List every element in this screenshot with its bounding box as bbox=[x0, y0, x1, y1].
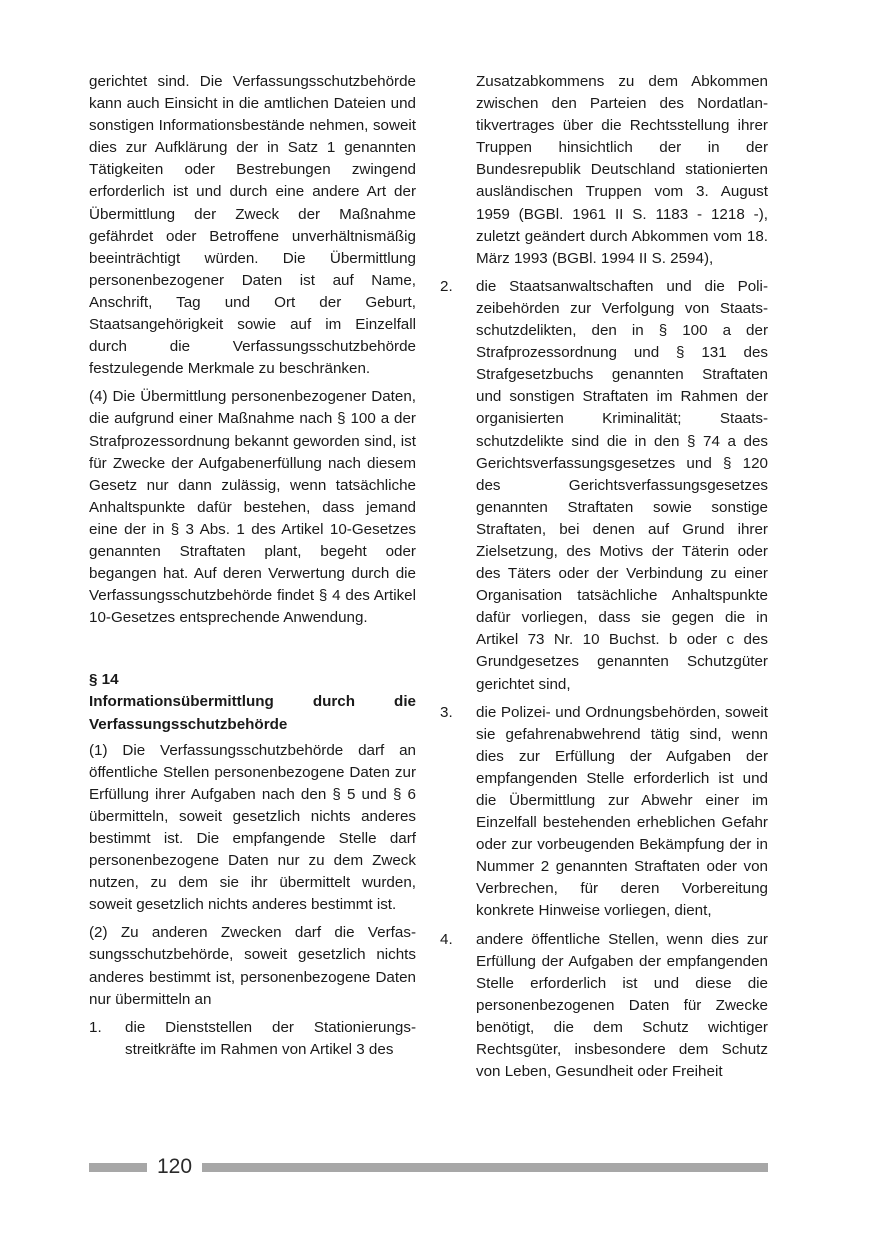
paragraph-continuation: gerichtet sind. Die Verfassungsschutzbehörde kann auch Einsicht in die amtlichen Dateien und sonstigen Informationsbestände nehmen, soweit dies zur Aufklärung der in Satz 1 genannten Tätigkeiten oder Bestrebungen zwingend erforderlich ist und durch eine andere Art der Übermittlung der Zweck der Maßnahme gefährdet oder Betroffene unverhältnismäßig beeinträchtigt würden. Die Übermittlung personenbezogener Daten ist auf Name, Anschrift, Tag und Ort der Geburt, Staatsangehörigkeit sowie auf im Einzelfall durch die Verfassungsschutzbehörde festzulegende Merkmale zu beschränken. bbox=[89, 73, 416, 378]
page-number: 120 bbox=[157, 1155, 193, 1178]
left-column bbox=[89, 71, 416, 1067]
footer-rule-right bbox=[202, 1163, 768, 1172]
list-item bbox=[89, 1017, 416, 1061]
list-item bbox=[440, 702, 768, 923]
list-item-text: die Dienststellen der Stationierungsstreitkräfte im Rahmen von Artikel 3 des bbox=[125, 1018, 416, 1058]
list-item-text: andere öffentliche Stellen, wenn dies zur Erfüllung der Aufgaben der empfangenden Stelle erforderlich ist und diese die personenbezogenen Daten für Zwecke benötigt, die dem Schutz wichtiger Rechtsgüter, insbesondere dem Schutz von Leben, Gesundheit oder Freiheit bbox=[476, 930, 768, 1081]
list-item-continuation bbox=[440, 71, 768, 270]
list-item-text: die Staatsanwaltschaften und die Polizeibehörden zur Verfolgung von Staatsschutzdelikten, den in § 100 a der Strafprozessordnung und § 131 des Strafgesetzbuchs genannten Straftaten und sonstigen Straftaten im Rahmen der organisierten Kriminalität; Staatsschutzdelikte sind die in den § 74 a des Gerichtsverfassungsgesetzes und § 120 des Gerichtsverfassungsgesetzes genannten Straftaten sowie sonstige Straftaten, bei denen auf Grund ihrer Zielsetzung, des Motivs der Täterin oder des Täters oder der Verbindung zu einer Organisation tatsächliche Anhaltspunkte dafür vorliegen, dass sie gegen die in Artikel 73 Nr. 10 Buchst. b oder c des Grundgesetzes genannten Schutzgüter gerichtet sind, bbox=[476, 277, 768, 693]
list-item-number: 2. bbox=[440, 277, 453, 295]
list-item bbox=[440, 276, 768, 696]
list-item-text: Zusatzabkommens zu dem Abkommen zwischen den Parteien des Nordatlantikvertrages über die Rechtsstellung ihrer Truppen hinsichtlich der in der Bundesrepublik Deutschland stationierten ausländischen Truppen vom 3. August 1959 (BGBl. 1961 II S. 1183 - 1218 -), zuletzt geändert durch Abkommen vom 18. März 1993 (BGBl. 1994 II S. 2594), bbox=[476, 73, 768, 267]
page-footer bbox=[89, 1154, 768, 1180]
right-column bbox=[440, 71, 768, 1089]
list-item-number: 3. bbox=[440, 703, 453, 721]
paragraph-4: (4) Die Übermittlung personenbezogener Daten, die aufgrund einer Maßnahme nach § 100 a der Strafprozessordnung bekannt geworden sind, ist für Zwecke der Aufgabenerfüllung nach diesem Gesetz nur dann zulässig, wenn tatsächliche Anhaltspunkte dafür bestehen, dass jemand eine der in § 3 Abs. 1 des Artikel 10-Gesetzes genannten Straftaten plant, begeht oder begangen hat. Auf deren Verwertung durch die Verfassungsschutzbehörde findet § 4 des Artikel 10-Gesetzes entsprechende Anwendung. bbox=[89, 388, 416, 627]
list-item bbox=[440, 929, 768, 1084]
section-number: § 14 bbox=[89, 671, 119, 689]
paragraph-2: (2) Zu anderen Zwecken darf die Verfassungsschutzbehörde, soweit gesetzlich nichts anderes bestimmt ist, personenbezogene Daten nur übermitteln an bbox=[89, 924, 416, 1008]
footer-rule-left bbox=[89, 1163, 147, 1172]
list-item-number: 1. bbox=[89, 1018, 102, 1036]
list-item-text: die Polizei- und Ordnungsbehörden, soweit sie gefahrenabwehrend tätig sind, wenn dies zur Erfüllung der Aufgaben der empfangenden Stelle erforderlich ist und die Übermittlung zur Abwehr einer im Einzelfall bestehenden erheblichen Gefahr oder zur vorbeugenden Bekämpfung der in Nummer 2 genannten Straftaten oder von Verbrechen, für deren Vorbereitung konkrete Hinweise vorliegen, dient, bbox=[476, 703, 768, 920]
section-title: Informationsübermittlung durch die Verfassungsschutzbehörde bbox=[89, 693, 416, 733]
paragraph-1: (1) Die Verfassungsschutzbehörde darf an öffentliche Stellen personenbezogene Daten zur Erfüllung ihrer Aufgaben nach den § 5 und § 6 übermitteln, soweit gesetzlich nichts anderes bestimmt ist. Die empfangende Stelle darf personenbezogene Daten nur zu dem Zweck nutzen, zu dem sie ihr übermittelt wurden, soweit gesetzlich nichts anderes bestimmt ist. bbox=[89, 741, 416, 914]
list-item-number: 4. bbox=[440, 930, 453, 948]
